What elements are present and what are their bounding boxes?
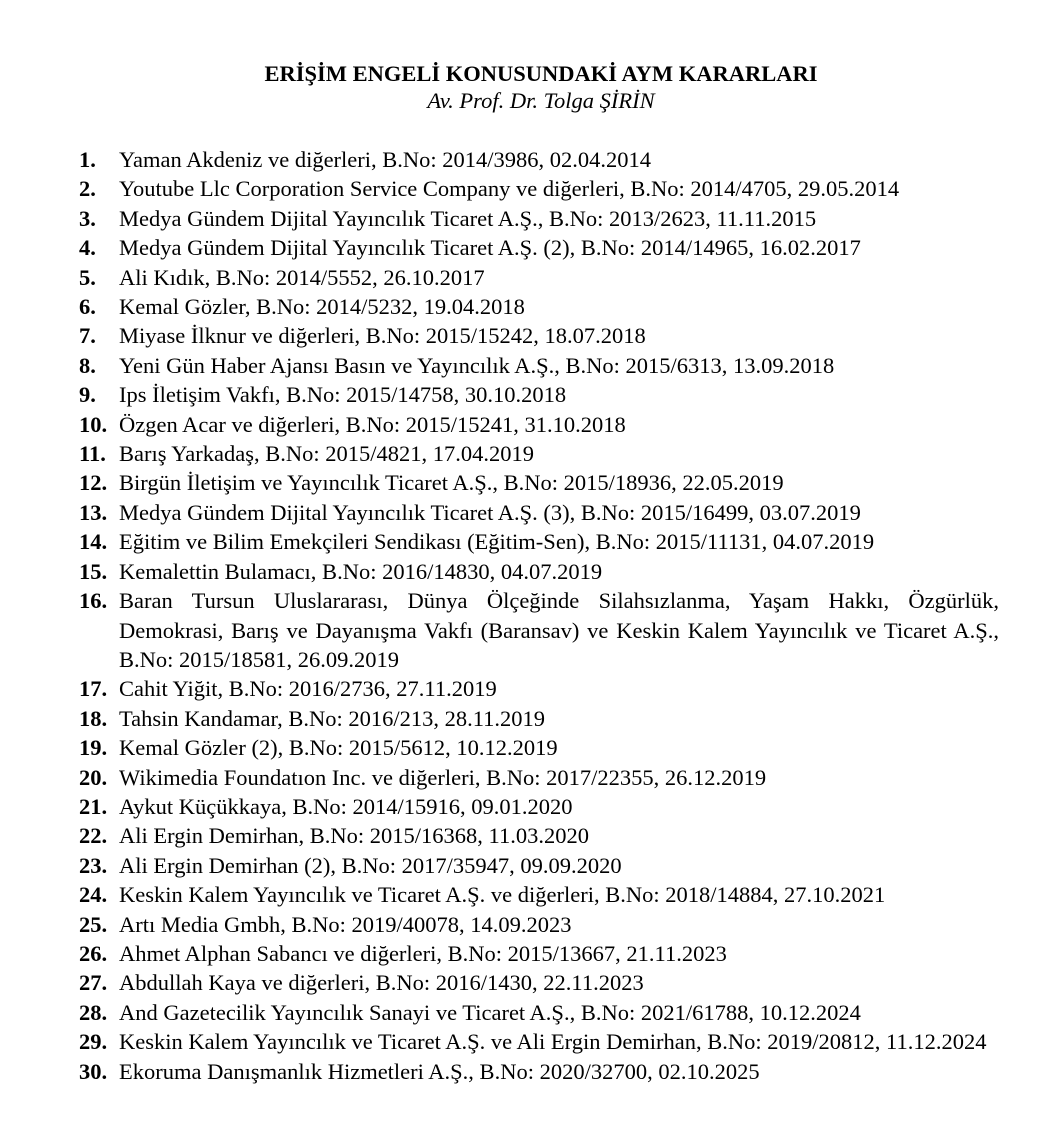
decision-number: 1. (79, 147, 96, 172)
decision-number: 9. (79, 382, 96, 408)
decision-text: Medya Gündem Dijital Yayıncılık Ticaret A.Ş. (3), B.No: 2015/16499, 03.07.2019 (119, 499, 861, 525)
decision-item (79, 704, 999, 733)
decision-number: 17. (79, 676, 108, 702)
decision-text: Yaman Akdeniz ve diğerleri, B.No: 2014/3986, 02.04.2014 (119, 147, 652, 172)
decision-item (79, 674, 999, 703)
decision-number: 22. (79, 823, 108, 849)
decision-number: 6. (79, 294, 96, 320)
decision-item (79, 233, 999, 262)
decision-item (79, 292, 999, 321)
decision-item (79, 263, 999, 292)
decision-item (79, 880, 999, 909)
decision-number: 30. (79, 1058, 108, 1084)
decision-number: 10. (79, 411, 108, 437)
decision-text: Aykut Küçükkaya, B.No: 2014/15916, 09.01.2020 (119, 793, 573, 819)
decision-text: Yeni Gün Haber Ajansı Basın ve Yayıncılık A.Ş., B.No: 2015/6313, 13.09.2018 (119, 352, 835, 378)
decision-item (79, 1057, 999, 1086)
decision-number: 23. (79, 852, 108, 878)
decision-text: Cahit Yiğit, B.No: 2016/2736, 27.11.2019 (119, 676, 497, 702)
decision-item (79, 380, 999, 409)
decision-item (79, 204, 999, 233)
decision-text: Barış Yarkadaş, B.No: 2015/4821, 17.04.2019 (119, 441, 534, 467)
decision-number: 16. (79, 588, 108, 614)
decision-item (79, 321, 999, 350)
decision-text: Abdullah Kaya ve diğerleri, B.No: 2016/1430, 22.11.2023 (119, 970, 644, 996)
decision-item (79, 410, 999, 439)
decision-item (79, 145, 999, 174)
decision-text: Miyase İlknur ve diğerleri, B.No: 2015/15242, 18.07.2018 (119, 323, 646, 349)
decision-number: 13. (79, 499, 108, 525)
decision-item (79, 968, 999, 997)
decision-item (79, 851, 999, 880)
decision-text: Keskin Kalem Yayıncılık ve Ticaret A.Ş. ve Ali Ergin Demirhan, B.No: 2019/20812, 11.12.2024 (119, 1029, 987, 1055)
decision-item (79, 792, 999, 821)
decision-item (79, 351, 999, 380)
decision-item (79, 998, 999, 1027)
decision-text: And Gazetecilik Yayıncılık Sanayi ve Ticaret A.Ş., B.No: 2021/61788, 10.12.2024 (119, 999, 861, 1025)
decision-text: Birgün İletişim ve Yayıncılık Ticaret A.Ş., B.No: 2015/18936, 22.05.2019 (119, 470, 784, 496)
decision-item (79, 586, 999, 674)
decision-number: 14. (79, 529, 108, 555)
decision-item (79, 821, 999, 850)
decision-number: 12. (79, 470, 108, 496)
decision-number: 19. (79, 735, 108, 761)
document-title: ERİŞİM ENGELİ KONUSUNDAKİ AYM KARARLARI (264, 61, 818, 86)
decision-text: Kemal Gözler (2), B.No: 2015/5612, 10.12.2019 (119, 735, 558, 761)
decision-number: 27. (79, 970, 108, 996)
decision-text: Youtube Llc Corporation Service Company ve diğerleri, B.No: 2014/4705, 29.05.2014 (119, 176, 900, 202)
decision-item (79, 733, 999, 762)
decision-item (79, 939, 999, 968)
decision-text: Özgen Acar ve diğerleri, B.No: 2015/15241, 31.10.2018 (119, 411, 626, 437)
decision-number: 18. (79, 705, 108, 731)
decision-number: 4. (79, 235, 96, 261)
decision-text: Ahmet Alphan Sabancı ve diğerleri, B.No: 2015/13667, 21.11.2023 (119, 940, 727, 966)
decision-number: 7. (79, 323, 96, 349)
decision-number: 5. (79, 264, 96, 290)
decision-number: 20. (79, 764, 108, 790)
decision-text: Ips İletişim Vakfı, B.No: 2015/14758, 30.10.2018 (119, 382, 567, 408)
decision-number: 28. (79, 999, 108, 1025)
decision-item (79, 910, 999, 939)
decision-item (79, 498, 999, 527)
decision-number: 21. (79, 793, 108, 819)
decision-text: Kemal Gözler, B.No: 2014/5232, 19.04.2018 (119, 294, 525, 320)
decision-number: 3. (79, 205, 96, 231)
decision-number: 29. (79, 1029, 108, 1055)
decision-text: Ali Kıdık, B.No: 2014/5552, 26.10.2017 (119, 264, 485, 290)
decision-text: Medya Gündem Dijital Yayıncılık Ticaret A.Ş. (2), B.No: 2014/14965, 16.02.2017 (119, 235, 861, 261)
decision-text: Keskin Kalem Yayıncılık ve Ticaret A.Ş. ve diğerleri, B.No: 2018/14884, 27.10.2021 (119, 882, 886, 908)
decision-number: 2. (79, 176, 96, 202)
decision-item (79, 763, 999, 792)
decision-item (79, 1027, 999, 1056)
decision-item (79, 174, 999, 203)
decision-text: Ekoruma Danışmanlık Hizmetleri A.Ş., B.No: 2020/32700, 02.10.2025 (119, 1058, 760, 1084)
decision-item (79, 468, 999, 497)
decision-text: Baran Tursun Uluslararası, Dünya Ölçeğinde Silahsızlanma, Yaşam Hakkı, Özgürlük, Demokrasi, Barış ve Dayanışma Vakfı (Baransav) ve Keskin Kalem Yayıncılık ve Ticaret A.Ş., B.No: 2015/18581, 26.09.2019 (119, 588, 999, 672)
decision-number: 26. (79, 940, 108, 966)
decision-number: 24. (79, 882, 108, 908)
document-header (0, 60, 1064, 114)
decision-item (79, 527, 999, 556)
decision-text: Wikimedia Foundatıon Inc. ve diğerleri, B.No: 2017/22355, 26.12.2019 (119, 764, 767, 790)
decision-item (79, 439, 999, 468)
decision-text: Medya Gündem Dijital Yayıncılık Ticaret A.Ş., B.No: 2013/2623, 11.11.2015 (119, 205, 817, 231)
decision-list (79, 145, 999, 1086)
decision-text: Kemalettin Bulamacı, B.No: 2016/14830, 04.07.2019 (119, 558, 603, 584)
document-author: Av. Prof. Dr. Tolga ŞİRİN (427, 88, 655, 113)
decision-number: 8. (79, 352, 96, 378)
decision-text: Tahsin Kandamar, B.No: 2016/213, 28.11.2019 (119, 705, 546, 731)
decision-text: Artı Media Gmbh, B.No: 2019/40078, 14.09.2023 (119, 911, 572, 937)
decision-text: Eğitim ve Bilim Emekçileri Sendikası (Eğitim-Sen), B.No: 2015/11131, 04.07.2019 (119, 529, 875, 555)
decision-item (79, 557, 999, 586)
decision-number: 15. (79, 558, 108, 584)
decision-text: Ali Ergin Demirhan (2), B.No: 2017/35947, 09.09.2020 (119, 852, 622, 878)
decision-number: 25. (79, 911, 108, 937)
decision-text: Ali Ergin Demirhan, B.No: 2015/16368, 11.03.2020 (119, 823, 589, 849)
decision-number: 11. (79, 441, 106, 467)
